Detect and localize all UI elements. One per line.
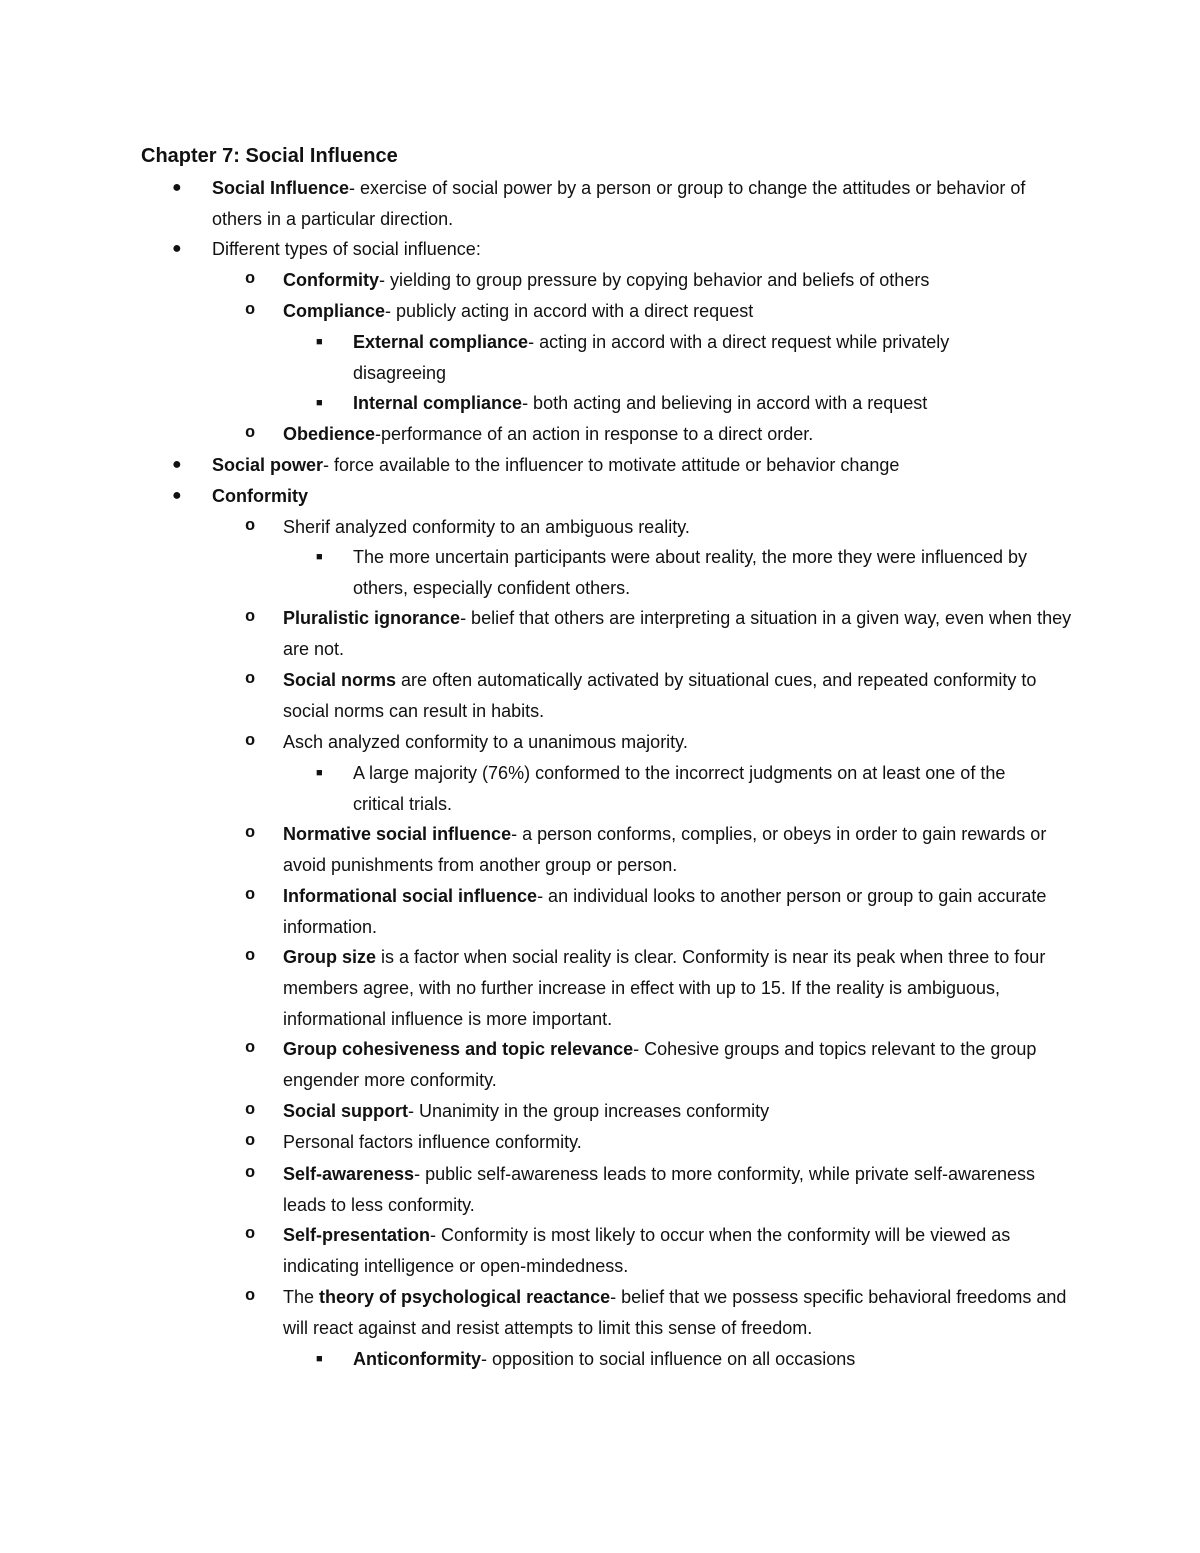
- circle-bullet-icon: o: [245, 301, 256, 320]
- term: Social power: [212, 455, 324, 475]
- chapter-title: Chapter 7: Social Influence: [141, 145, 398, 167]
- definition: Sherif analyzed conformity to an ambiguous reality.: [283, 517, 690, 537]
- definition: - Unanimity in the group increases conformity: [408, 1101, 770, 1121]
- list-item: [353, 1344, 1033, 1375]
- term: Self-presentation: [283, 1225, 431, 1245]
- term: Social norms: [283, 670, 397, 690]
- definition: - both acting and believing in accord with a request: [522, 393, 928, 413]
- circle-bullet-icon: o: [245, 1287, 256, 1306]
- definition: - force available to the influencer to motivate attitude or behavior change: [323, 455, 900, 475]
- term: Conformity: [283, 270, 379, 290]
- list-item: [283, 419, 1073, 450]
- definition: - opposition to social influence on all occasions: [481, 1349, 856, 1369]
- circle-bullet-icon: o: [245, 1039, 256, 1058]
- square-bullet-icon: ■: [316, 767, 323, 779]
- list-item: [212, 450, 1042, 481]
- list-item: [353, 327, 1033, 389]
- definition: - a person conforms, complies, or obeys in order to gain rewards or avoid punishments from another group or person.: [283, 824, 1047, 875]
- definition: are often automatically activated by situational cues, and repeated conformity to social norms can result in habits.: [283, 670, 1037, 721]
- term: Pluralistic ignorance: [283, 608, 461, 628]
- bullet-icon: ●: [172, 456, 182, 473]
- list-item: [283, 603, 1073, 665]
- definition: - yielding to group pressure by copying behavior and beliefs of others: [379, 270, 930, 290]
- list-item: [283, 1096, 1073, 1127]
- circle-bullet-icon: o: [245, 1101, 256, 1120]
- square-bullet-icon: ■: [316, 397, 323, 409]
- list-item: [283, 727, 1073, 758]
- list-item: [283, 296, 1073, 327]
- list-item: [212, 481, 1042, 512]
- circle-bullet-icon: o: [245, 608, 256, 627]
- list-item: [212, 234, 1042, 265]
- circle-bullet-icon: o: [245, 1164, 256, 1183]
- term: Anticonformity: [353, 1349, 481, 1369]
- term: theory of psychological reactance: [319, 1287, 611, 1307]
- definition: - belief that we possess specific behavioral freedoms and will react against and resist attempts to limit this sense of freedom.: [283, 1287, 1067, 1338]
- list-item: [353, 542, 1033, 604]
- list-item: [283, 1282, 1073, 1344]
- circle-bullet-icon: o: [245, 270, 256, 289]
- term: Self-awareness: [283, 1164, 415, 1184]
- square-bullet-icon: ■: [316, 336, 323, 348]
- definition: - Cohesive groups and topics relevant to the group engender more conformity.: [283, 1039, 1037, 1090]
- definition: - belief that others are interpreting a situation in a given way, even when they are not.: [283, 608, 1072, 659]
- list-item: [283, 1220, 1073, 1282]
- definition: -performance of an action in response to a direct order.: [375, 424, 814, 444]
- definition: The more uncertain participants were about reality, the more they were influenced by others, especially confident others.: [353, 547, 1028, 598]
- bullet-icon: ●: [172, 240, 182, 257]
- circle-bullet-icon: o: [245, 824, 256, 843]
- term: Normative social influence: [283, 824, 512, 844]
- circle-bullet-icon: o: [245, 1225, 256, 1244]
- bullet-icon: ●: [172, 487, 182, 504]
- list-item: [353, 388, 1033, 419]
- circle-bullet-icon: o: [245, 947, 256, 966]
- definition: Personal factors influence conformity.: [283, 1132, 582, 1152]
- definition: - an individual looks to another person or group to gain accurate information.: [283, 886, 1047, 937]
- circle-bullet-icon: o: [245, 670, 256, 689]
- list-item: [283, 265, 1073, 296]
- term: Group cohesiveness and topic relevance: [283, 1039, 634, 1059]
- list-item: [212, 173, 1042, 235]
- term: Conformity: [212, 486, 308, 506]
- definition: Asch analyzed conformity to a unanimous majority.: [283, 732, 688, 752]
- list-item: [283, 1159, 1073, 1221]
- list-item: [283, 1127, 1073, 1158]
- square-bullet-icon: ■: [316, 551, 323, 563]
- list-item: [283, 942, 1073, 1034]
- term: Social support: [283, 1101, 409, 1121]
- definition: - public self-awareness leads to more conformity, while private self-awareness leads to less conformity.: [283, 1164, 1035, 1215]
- definition: A large majority (76%) conformed to the incorrect judgments on at least one of the critical trials.: [353, 763, 1006, 814]
- prefix: The: [283, 1287, 320, 1307]
- circle-bullet-icon: o: [245, 1132, 256, 1151]
- term: Obedience: [283, 424, 376, 444]
- definition: - exercise of social power by a person or group to change the attitudes or behavior of others in a particular direction.: [212, 178, 1026, 229]
- list-item: [283, 819, 1073, 881]
- circle-bullet-icon: o: [245, 886, 256, 905]
- term: Informational social influence: [283, 886, 538, 906]
- list-item: [283, 1034, 1073, 1096]
- term: Group size: [283, 947, 377, 967]
- definition: Different types of social influence:: [212, 239, 481, 259]
- list-item: [283, 665, 1073, 727]
- term: Social Influence: [212, 178, 350, 198]
- circle-bullet-icon: o: [245, 732, 256, 751]
- definition: - Conformity is most likely to occur when the conformity will be viewed as indicating intelligence or open-mindedness.: [283, 1225, 1011, 1276]
- term: Compliance: [283, 301, 386, 321]
- list-item: [353, 758, 1033, 820]
- bullet-icon: ●: [172, 179, 182, 196]
- term: Internal compliance: [353, 393, 523, 413]
- square-bullet-icon: ■: [316, 1353, 323, 1365]
- circle-bullet-icon: o: [245, 424, 256, 443]
- list-item: [283, 881, 1073, 943]
- term: External compliance: [353, 332, 529, 352]
- definition: - acting in accord with a direct request while privately disagreeing: [353, 332, 950, 383]
- circle-bullet-icon: o: [245, 517, 256, 536]
- definition: - publicly acting in accord with a direct request: [385, 301, 754, 321]
- list-item: [283, 512, 1073, 543]
- definition: is a factor when social reality is clear. Conformity is near its peak when three to four members agree, with no further increase in effect with up to 15. If the reality is ambiguous, informational influence is more important.: [283, 947, 1046, 1029]
